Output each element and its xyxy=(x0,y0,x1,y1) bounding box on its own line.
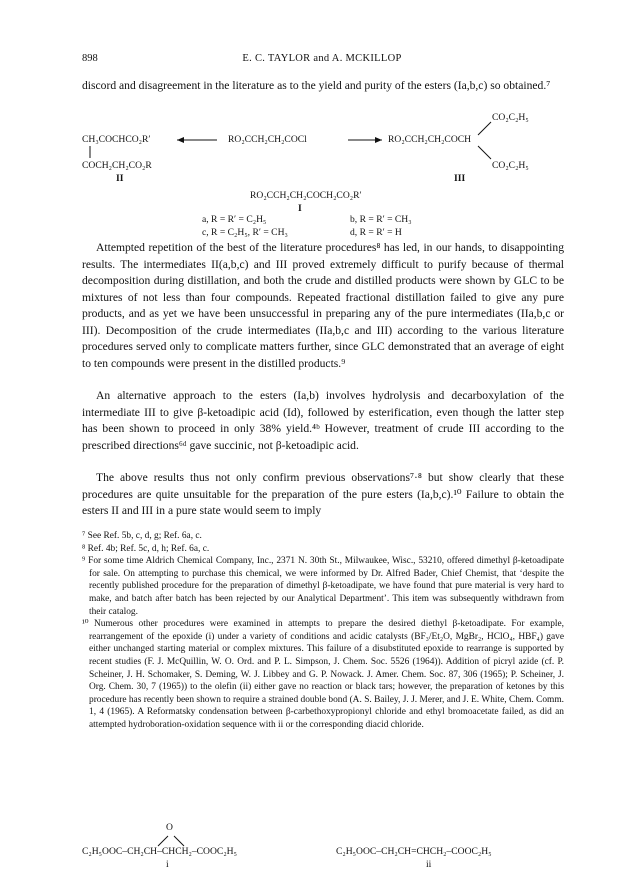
product-i-label: I xyxy=(298,203,302,214)
epoxide-structure: C₂H₅OOC–CH₂CH–CHCH₂–COOC₂H₅ xyxy=(82,846,237,857)
compound-ii-label: II xyxy=(116,173,124,184)
reaction-scheme xyxy=(82,110,564,252)
page-header xyxy=(82,53,562,67)
running-head: E. C. TAYLOR and A. MCKILLOP xyxy=(242,53,402,64)
scheme-arrows xyxy=(82,110,564,252)
intro-paragraph: discord and disagreement in the literature as to the yield and purity of the esters (Ia,b,c) so obtained.⁷ xyxy=(82,79,551,92)
arrow-left-head xyxy=(177,137,184,143)
compound-iii-label: III xyxy=(454,173,466,184)
key-d: d, R = R′ = H xyxy=(350,227,402,238)
arrow-right-head xyxy=(375,137,382,143)
key-b: b, R = R′ = CH₃ xyxy=(350,214,412,225)
footnote-7: ⁷ See Ref. 5b, c, d, g; Ref. 6a, c. xyxy=(82,531,202,541)
key-c: c, R = C₂H₅, R′ = CH₃ xyxy=(202,227,288,238)
footnote-structures xyxy=(82,820,564,870)
footnote-8: ⁸ Ref. 4b; Ref. 5c, d, h; Ref. 6a, c. xyxy=(82,543,210,554)
product-i: RO₂CCH₂CH₂COCH₂CO₂R′ xyxy=(250,190,362,201)
epoxide-label: i xyxy=(166,859,169,870)
compound-ii-bottom: COCH₂CH₂CO₂R xyxy=(82,160,152,171)
olefin-label: ii xyxy=(426,859,432,870)
epoxide-bond-left xyxy=(158,836,168,846)
footnote-9: ⁹ For some time Aldrich Chemical Company, Inc., 2371 N. 30th St., Milwaukee, Wisc., 53210, offered dimethyl β-ketoadipate for sale. On attempting to purchase this chemical, we were informed by Dr. Alfred Bader, Chief Chemist, that ‘despite the recently published procedure for the preparation of dimethyl β-ketoadipate, we have found that pure material is very hard to make, and batch after batch has been rejected by our Analytical Department’. This item was subsequently withdrawn from their catalog. xyxy=(82,556,564,617)
compound-iii-top: CO₂C₂H₅ xyxy=(492,112,529,123)
paragraph-alternative-approach: An alternative approach to the esters (Ia,b) involves hydrolysis and decarboxylation of the intermediate III to give β-ketoadipic acid (Id), followed by esterification, even though the latter step has been shown to proceed in only 38% yield.⁴ᵇ However, treatment of crude III according to the prescribed directions⁶ᵈ gave succinic, not β-ketoadipic acid. xyxy=(82,389,564,452)
epoxide-ring xyxy=(82,820,564,870)
compound-iii-bottom: CO₂C₂H₅ xyxy=(492,160,529,171)
bond-down xyxy=(478,146,491,159)
compound-iii: RO₂CCH₂CH₂COCH xyxy=(388,134,472,145)
epoxide-oxygen: O xyxy=(166,822,173,833)
compound-ii-top: CH₃COCHCO₂R′ xyxy=(82,134,151,145)
bond-up xyxy=(478,122,491,135)
footnote-10: ¹⁰ Numerous other procedures were examined in attempts to prepare the desired diethyl β-ketoadipate. For example, rearrangement of the epoxide (i) under a variety of conditions and acidic catalysts (BF₃/Et₂O, MgBr₂, HClO₄, HBF₄) gave either unchanged starting material or complex mixtures. This failure of a disubstituted epoxide to rearrange is supported by recent studies (F. J. McQuillin, W. O. Ord. and P. L. Simpson, J. Chem. Soc. 5526 (1964)). Addition of picryl azide (cf. P. Scheiner, J. H. Schomaker, S. Deming, W. J. Libbey and G. P. Nowack. J. Amer. Chem. Soc. 87, 306 (1965); P. Scheiner, J. Org. Chem. 30, 7 (1965)) to the olefin (ii) either gave no reaction or black tars; however, the preparation of ketones by this procedure has recently been shown to require a strained double bond (A. S. Bailey, J. J. Merer, and J. E. White, Chem. Comm. 1, 4 (1965). A Reformatsky condensation between β-carbethoxypropionyl chloride and ethyl bromoacetate failed, as did an attempted hydroboration-oxidation sequence with ii or the corresponding diacid chloride. xyxy=(82,619,564,730)
key-a: a, R = R′ = C₂H₅ xyxy=(202,214,267,225)
acid-chloride: RO₂CCH₂CH₂COCl xyxy=(228,134,307,145)
page-number: 898 xyxy=(82,53,98,64)
footnotes xyxy=(82,530,564,732)
epoxide-bond-right xyxy=(174,836,184,846)
olefin-structure: C₂H₅OOC–CH₂CH=CHCH₂–COOC₂H₅ xyxy=(336,846,492,857)
paragraph-attempted-repetition: Attempted repetition of the best of the literature procedures⁸ has led, in our hands, to disappointing results. The intermediates II(a,b,c) and III proved extremely difficult to purify because of thermal decomposition during distillation, and both the crude and distilled products were shown by GLC to be mixtures of not less than four compounds. Repeated fractional distillation failed to give any pure products, and as yet we have been unsuccessful in preparing any of the pure intermediates (IIa,b,c or III). Decomposition of the crude intermediates (IIa,b,c and III) according to the various literature procedures served only to complicate matters further, since GLC demonstrated that an average of eight to ten compounds were present in the distilled products.⁹ xyxy=(82,241,564,370)
paragraph-conclusion: The above results thus not only confirm previous observations⁷·⁸ but show clearly that these procedures are quite unsuitable for the preparation of the pure esters (Ia,b,c).¹⁰ Failure to obtain the esters II and III in a pure state would seem to imply xyxy=(82,471,564,517)
